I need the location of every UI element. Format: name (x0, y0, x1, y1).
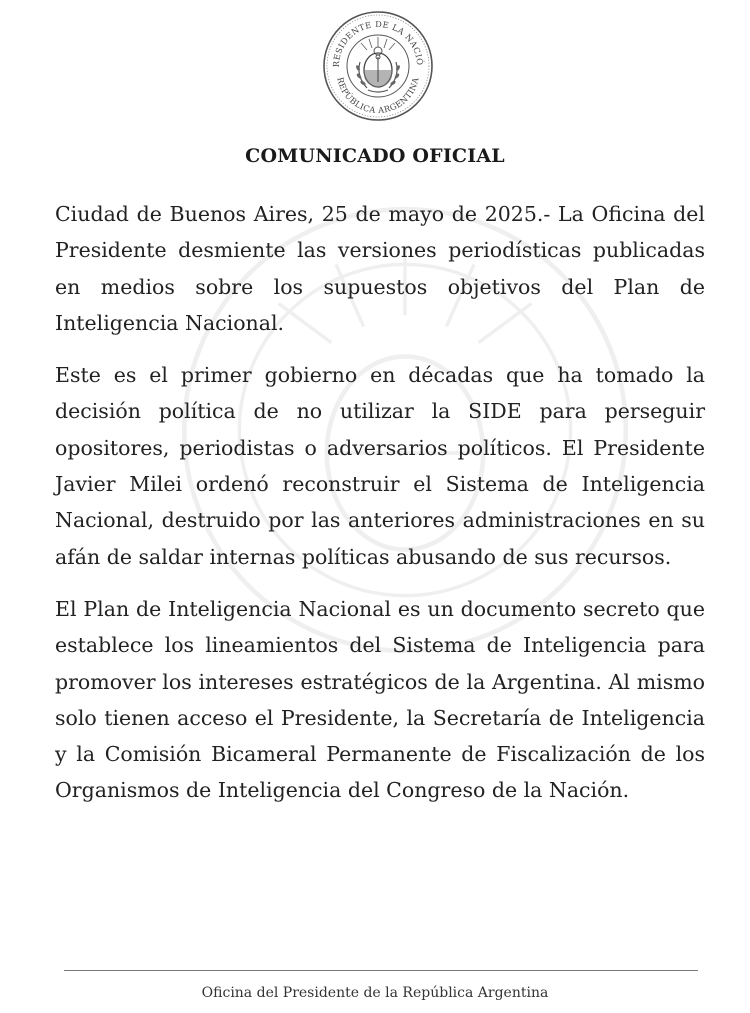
document-body (55, 196, 705, 825)
presidential-seal (322, 10, 434, 122)
paragraph-2: Este es el primer gobierno en décadas que ha tomado la decisión política de no utilizar la SIDE para perseguir opositores, periodistas o adversarios políticos. El Presidente Javier Milei ordenó reconstruir el Sistema de Inteligencia Nacional, destruido por las anteriores administraciones en su afán de saldar internas políticas abusando de sus recursos. (55, 363, 705, 569)
document-title: COMUNICADO OFICIAL (245, 145, 505, 167)
footer-divider (64, 970, 698, 971)
seal-upper-text: RESIDENTE DE LA NACIÓ (330, 18, 426, 68)
presidential-seal-icon (322, 10, 434, 122)
svg-text:PRESIDENTE DE LA NACIÓN (322, 10, 426, 67)
paragraph-1: Ciudad de Buenos Aires, 25 de mayo de 2025.- La Oficina del Presidente desmiente las versiones periodísticas publicadas en medios sobre los supuestos objetivos del Plan de Inteligencia Nacional. (55, 202, 705, 335)
seal-lower-text: REPÚBLICA ARGENTINA (335, 76, 421, 116)
paragraph-3: El Plan de Inteligencia Nacional es un documento secreto que establece los lineamientos del Sistema de Inteligencia para promover los intereses estratégicos de la Argentina. Al mismo solo tienen acceso el Presidente, la Secretaría de Inteligencia y la Comisión Bicameral Permanente de Fiscalización de los Organismos de Inteligencia del Congreso de la Nación. (55, 596, 705, 803)
footer-text: Oficina del Presidente de la República Argentina (201, 985, 549, 1001)
